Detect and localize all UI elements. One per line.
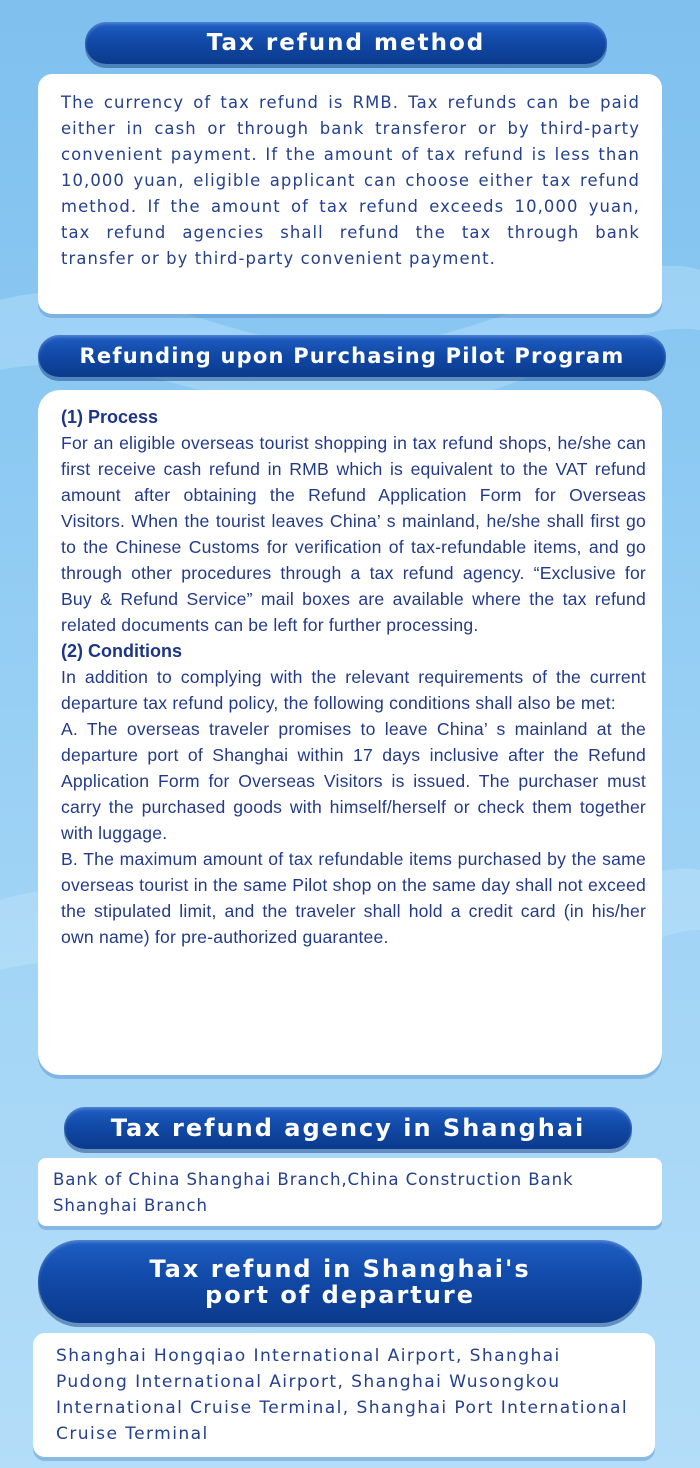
port-of-departure-text: Shanghai Hongqiao International Airport, Shanghai Pudong International Airport, Shanghai Wusongkou International Cruise Terminal, Shanghai Port International Cruise Terminal [56,1346,628,1444]
section-title-tax-refund-agency [64,1107,632,1149]
tax-refund-method-card [38,74,662,314]
section-title-text: Refunding upon Purchasing Pilot Program [79,344,625,368]
conditions-intro-text: In addition to complying with the relevant requirements of the current departure tax refund policy, the following conditions shall also be met: [61,667,646,713]
process-heading: (1) Process [61,407,159,427]
section-title-text: Tax refund method [206,30,486,56]
section-title-line1: Tax refund in Shanghai's [149,1254,531,1283]
condition-b-text: B. The maximum amount of tax refundable items purchased by the same overseas tourist in the same Pilot shop on the same day shall not exceed the stipulated limit, and the traveler shall hold a credit card (in his/her own name) for pre-authorized guarantee. [61,849,646,947]
section-title-text: Tax refund agency in Shanghai [110,1114,586,1142]
pilot-program-card [38,390,662,1075]
condition-a-text: A. The overseas traveler promises to leave China’ s mainland at the departure port of Shanghai within 17 days inclusive after the Refund Application Form for Overseas Visitors is issued. The purchaser must carry the purchased goods with himself/herself or check them together with luggage. [61,719,646,843]
process-text: For an eligible overseas tourist shopping in tax refund shops, he/she can first receive cash refund in RMB which is equivalent to the VAT refund amount after obtaining the Refund Application Form for Overseas Visitors. When the tourist leaves China’ s mainland, he/she shall first go to the Chinese Customs for verification of tax-refundable items, and go through other procedures through a tax refund agency. “Exclusive for Buy & Refund Service” mail boxes are available where the tax refund related documents can be left for further processing. [61,433,646,635]
section-title-tax-refund-method [85,22,607,64]
tax-refund-agency-text: Bank of China Shanghai Branch,China Construction Bank Shanghai Branch [53,1170,574,1215]
section-title-pilot-program [38,335,666,377]
tax-refund-agency-card [38,1158,662,1226]
section-title-port-of-departure [38,1240,642,1323]
tax-refund-method-text: The currency of tax refund is RMB. Tax refunds can be paid either in cash or through bank transferor or by third-party convenient payment. If the amount of tax refund is less than 10,000 yuan, eligible applicant can choose either tax refund method. If the amount of tax refund exceeds 10,000 yuan, tax refund agencies shall refund the tax through bank transfer or by third-party convenient payment. [61,93,640,268]
conditions-heading: (2) Conditions [61,641,182,661]
section-title-line2: port of departure [205,1280,475,1309]
port-of-departure-card [33,1333,655,1457]
